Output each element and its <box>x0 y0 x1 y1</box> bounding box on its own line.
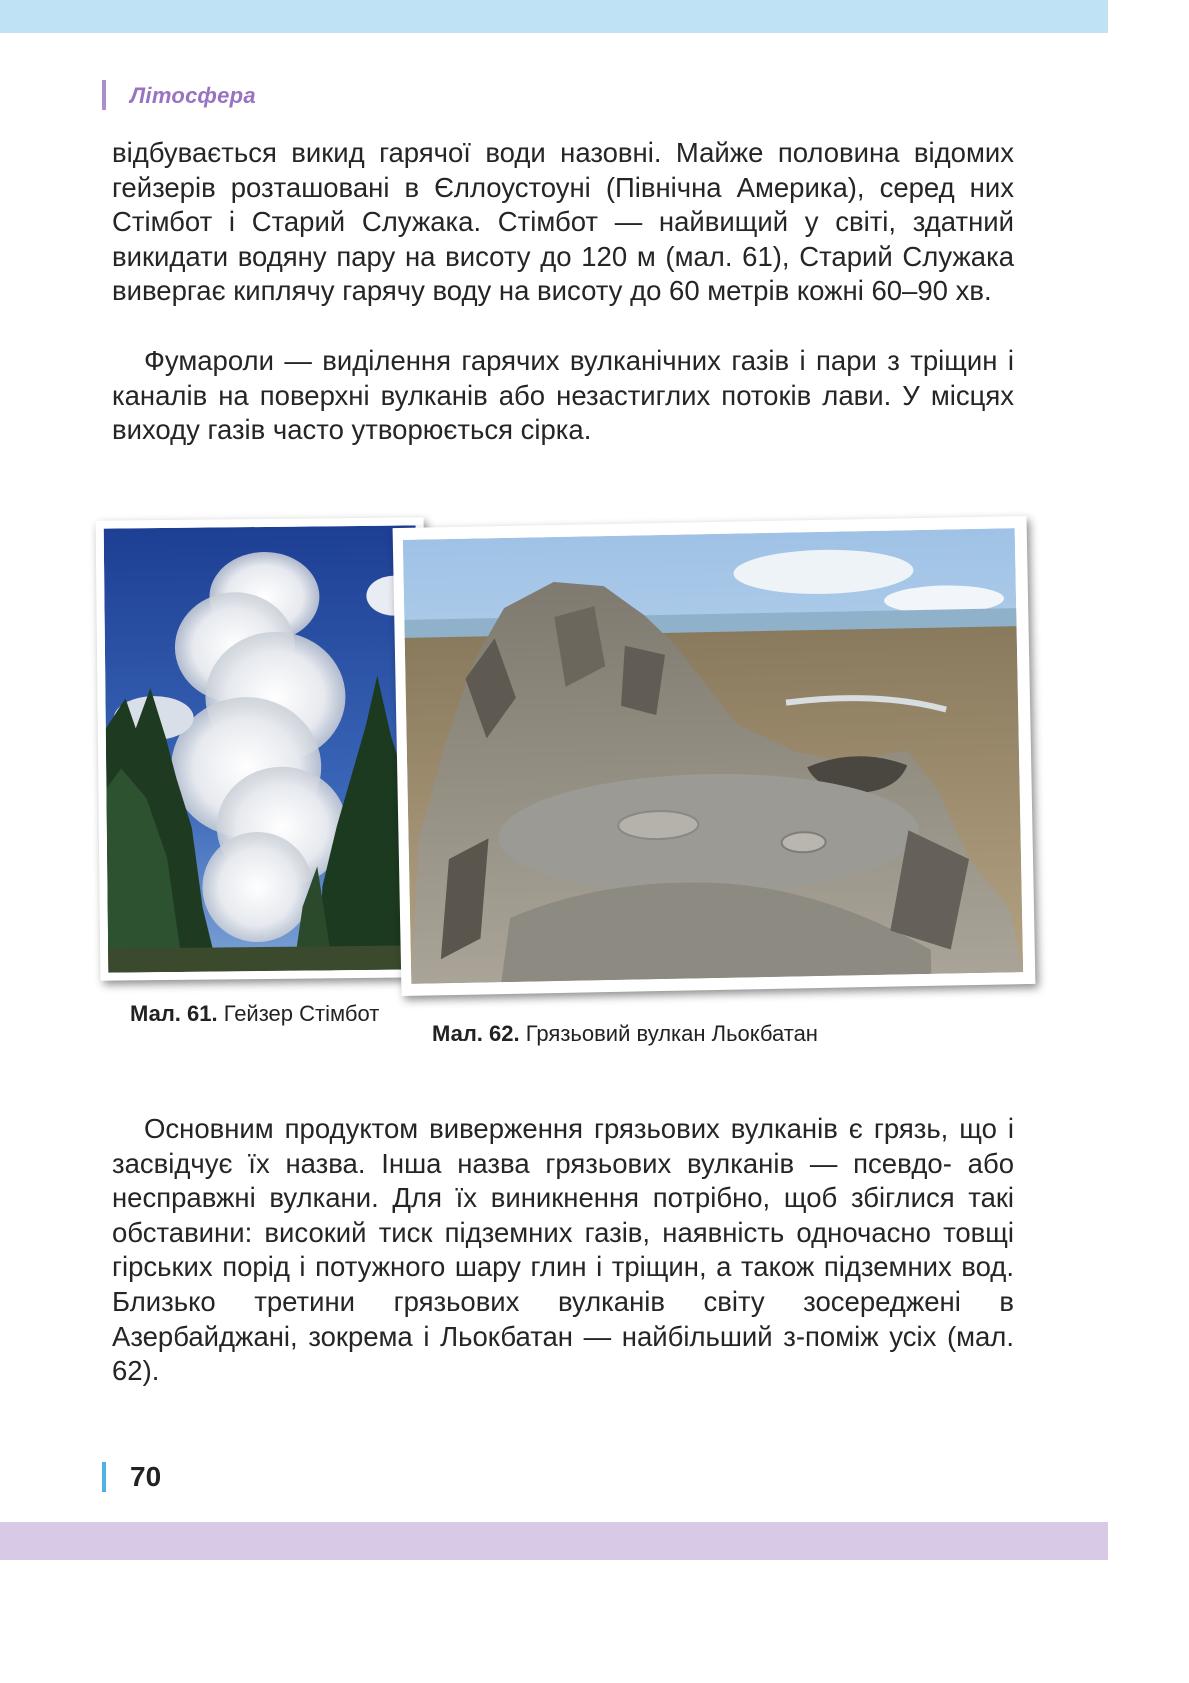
mud-volcano-lokbatan-image <box>403 528 1023 984</box>
figure-61-photo-frame <box>96 517 429 980</box>
paragraph-fumaroles <box>112 344 1014 448</box>
paragraph-geysers: відбувається викид гарячої води назовні. Майже половина відомих гейзерів розташовані в Єллоустоуні (Північна Америка), серед них Стімбот і Старий Служака. Стімбот — найвищий у світі, здатний викидати водяну пару на висоту до 120 м (мал. 61), Старий Служака вивергає киплячу гарячу воду на висоту до 60 метрів кожні 60–90 хв. <box>112 137 1014 307</box>
page-number: 70 <box>130 1461 162 1492</box>
section-accent-bar <box>102 80 106 110</box>
geyser-steamboat-image <box>104 525 421 972</box>
section-title: Літосфера <box>130 83 256 108</box>
figure-62-caption-text: Грязьовий вулкан Льокбатан <box>525 1021 818 1046</box>
figure-61-label: Мал. 61. <box>130 1001 218 1026</box>
paragraph-fumaroles-text: Фумароли — виділення гарячих вулканічних газів і пари з тріщин і каналів на поверхні вулканів або незастиглих потоків лави. У місцях виходу газів часто утворюється сірка. <box>112 345 1014 446</box>
figure-62-caption <box>432 1017 992 1051</box>
figure-62-label: Мал. 62. <box>432 1021 520 1046</box>
bottom-color-band <box>0 1522 1108 1560</box>
paragraph-mud-volcanoes <box>112 1112 1014 1389</box>
top-color-band <box>0 0 1108 33</box>
page-number-accent-bar <box>102 1462 106 1492</box>
figure-61-caption <box>130 997 390 1031</box>
figure-61-caption-text: Гейзер Стімбот <box>223 1001 380 1026</box>
figure-62-photo-frame <box>393 516 1036 996</box>
paragraph-mud-volcanoes-text: Основним продуктом виверження грязьових вулканів є грязь, що і засвідчує їх назва. Інша назва грязьових вулканів — псевдо- або несправжні вулкани. Для їх виникнення потрібно, щоб збіглися такі обставини: високий тиск підземних газів, наявність одночасно товщі гірських порід і потужного шару глин і тріщин, а також підземних вод. Близько третини грязьових вулканів світу зосереджені в Азербайджані, зокрема і Льокбатан — найбільший з-поміж усіх (мал. 62). <box>112 1113 1014 1387</box>
